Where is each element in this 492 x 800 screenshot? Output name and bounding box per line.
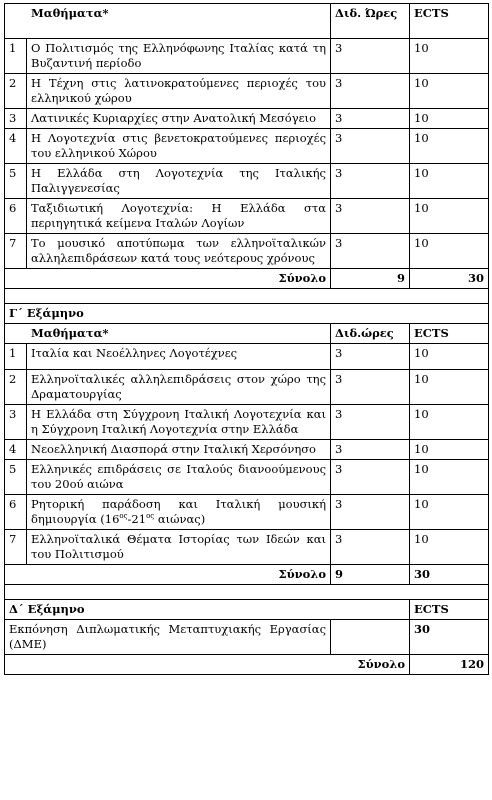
course-title-text: -21	[127, 512, 147, 526]
sem3-total-label: Σύνολο	[5, 565, 331, 585]
sem2-total-hours: 9	[331, 269, 410, 289]
course-hours: 3	[331, 234, 410, 269]
course-ects: 10	[410, 164, 489, 199]
table-row	[5, 405, 489, 440]
sem2-header-row	[5, 4, 489, 39]
course-title-text: Ρητορική παράδοση και Ιταλική μουσική δημιουργία (16	[31, 497, 327, 526]
row-number: 1	[5, 344, 27, 370]
table-row	[5, 460, 489, 495]
course-title: Η Λογοτεχνία στις βενετοκρατούμενες περιοχές του ελληνικού Χώρου	[27, 129, 331, 164]
sem2-total-label: Σύνολο	[5, 269, 331, 289]
row-number: 4	[5, 129, 27, 164]
sem2-hours-header: Διδ. Ώρες	[331, 4, 410, 39]
course-ects: 10	[410, 495, 489, 530]
table-row	[5, 370, 489, 405]
course-title: Η Τέχνη στις λατινοκρατούμενες περιοχές του ελληνικού χώρου	[27, 74, 331, 109]
course-hours: 3	[331, 199, 410, 234]
table-row	[5, 344, 489, 370]
course-ects: 10	[410, 530, 489, 565]
spacer-row	[5, 289, 489, 304]
course-hours	[331, 620, 410, 655]
course-title: Ελληνοϊταλικά Θέματα Ιστορίας των Ιδεών και του Πολιτισμού	[27, 530, 331, 565]
row-number: 4	[5, 440, 27, 460]
course-ects: 10	[410, 405, 489, 440]
course-title: Το μουσικό αποτύπωμα των ελληνοϊταλικών αλληλεπιδράσεων κατά τους νεότερους χρόνους	[27, 234, 331, 269]
table-row	[5, 164, 489, 199]
row-number: 5	[5, 164, 27, 199]
course-hours: 3	[331, 164, 410, 199]
curriculum-table-container	[4, 3, 488, 675]
course-hours: 3	[331, 370, 410, 405]
course-ects: 10	[410, 440, 489, 460]
course-title: Ταξιδιωτική Λογοτεχνία: Η Ελλάδα στα περιηγητικά κείμενα Ιταλών Λογίων	[27, 199, 331, 234]
course-ects: 10	[410, 234, 489, 269]
sem3-hours-header: Διδ.ώρες	[331, 324, 410, 344]
sem4-title-row	[5, 600, 489, 620]
sem4-total-row	[5, 655, 489, 675]
course-ects: 10	[410, 370, 489, 405]
course-hours: 3	[331, 440, 410, 460]
row-number: 2	[5, 370, 27, 405]
row-number: 3	[5, 405, 27, 440]
course-ects: 30	[410, 620, 489, 655]
row-number: 5	[5, 460, 27, 495]
course-title: Ελληνικές επιδράσεις σε Ιταλούς διανοούμενους του 20ού αιώνα	[27, 460, 331, 495]
table-row	[5, 74, 489, 109]
ordinal-suffix: ος	[119, 512, 128, 521]
spacer-cell	[5, 585, 489, 600]
sem3-course-header: Μαθήματα*	[5, 324, 331, 344]
spacer-cell	[5, 289, 489, 304]
course-hours: 3	[331, 39, 410, 74]
row-number: 7	[5, 530, 27, 565]
sem3-total-hours: 9	[331, 565, 410, 585]
sem2-course-header: Μαθήματα*	[5, 4, 331, 39]
table-row	[5, 234, 489, 269]
sem2-ects-header: ECTS	[410, 4, 489, 39]
row-number: 3	[5, 109, 27, 129]
sem2-total-row	[5, 269, 489, 289]
row-number: 6	[5, 199, 27, 234]
curriculum-table	[4, 3, 489, 675]
course-ects: 10	[410, 460, 489, 495]
course-ects: 10	[410, 39, 489, 74]
course-hours: 3	[331, 129, 410, 164]
sem3-header-row	[5, 324, 489, 344]
course-hours: 3	[331, 74, 410, 109]
sem3-total-row	[5, 565, 489, 585]
course-title: Εκπόνηση Διπλωματικής Μεταπτυχιακής Εργασίας (ΔΜΕ)	[5, 620, 331, 655]
course-title: Ελληνοϊταλικές αλληλεπιδράσεις στον χώρο της Δραματουργίας	[27, 370, 331, 405]
row-number: 7	[5, 234, 27, 269]
course-hours: 3	[331, 344, 410, 370]
course-hours: 3	[331, 109, 410, 129]
table-row	[5, 129, 489, 164]
course-title	[27, 495, 331, 530]
course-hours: 3	[331, 530, 410, 565]
course-ects: 10	[410, 344, 489, 370]
course-title: Νεοελληνική Διασπορά στην Ιταλική Χερσόνησο	[27, 440, 331, 460]
table-row	[5, 39, 489, 74]
sem3-title-row	[5, 304, 489, 324]
table-row	[5, 495, 489, 530]
table-row	[5, 530, 489, 565]
course-title: Ο Πολιτισμός της Ελληνόφωνης Ιταλίας κατά τη Βυζαντινή περίοδο	[27, 39, 331, 74]
course-title: Η Ελλάδα στη Λογοτεχνία της Ιταλικής Παλιγγενεσίας	[27, 164, 331, 199]
table-row	[5, 440, 489, 460]
course-title-text: αιώνας)	[154, 512, 206, 526]
course-title: Λατινικές Κυριαρχίες στην Ανατολική Μεσόγειο	[27, 109, 331, 129]
course-title: Η Ελλάδα στη Σύγχρονη Ιταλική Λογοτεχνία και η Σύγχρονη Ιταλική Λογοτεχνία στην Ελλάδα	[27, 405, 331, 440]
ordinal-suffix: ος	[146, 512, 155, 521]
course-hours: 3	[331, 405, 410, 440]
table-row	[5, 109, 489, 129]
sem3-ects-header: ECTS	[410, 324, 489, 344]
course-ects: 10	[410, 74, 489, 109]
course-ects: 10	[410, 109, 489, 129]
row-number: 2	[5, 74, 27, 109]
sem3-title: Γ΄ Εξάμηνο	[5, 304, 489, 324]
sem4-title: Δ΄ Εξάμηνο	[5, 600, 410, 620]
table-row	[5, 199, 489, 234]
course-hours: 3	[331, 495, 410, 530]
spacer-row	[5, 585, 489, 600]
row-number: 1	[5, 39, 27, 74]
sem2-total-ects: 30	[410, 269, 489, 289]
course-ects: 10	[410, 199, 489, 234]
sem4-ects-header: ECTS	[410, 600, 489, 620]
course-hours: 3	[331, 460, 410, 495]
sem3-total-ects: 30	[410, 565, 489, 585]
table-row	[5, 620, 489, 655]
sem4-total-label: Σύνολο	[5, 655, 410, 675]
row-number: 6	[5, 495, 27, 530]
sem4-total-ects: 120	[410, 655, 489, 675]
course-ects: 10	[410, 129, 489, 164]
course-title: Ιταλία και Νεοέλληνες Λογοτέχνες	[27, 344, 331, 370]
